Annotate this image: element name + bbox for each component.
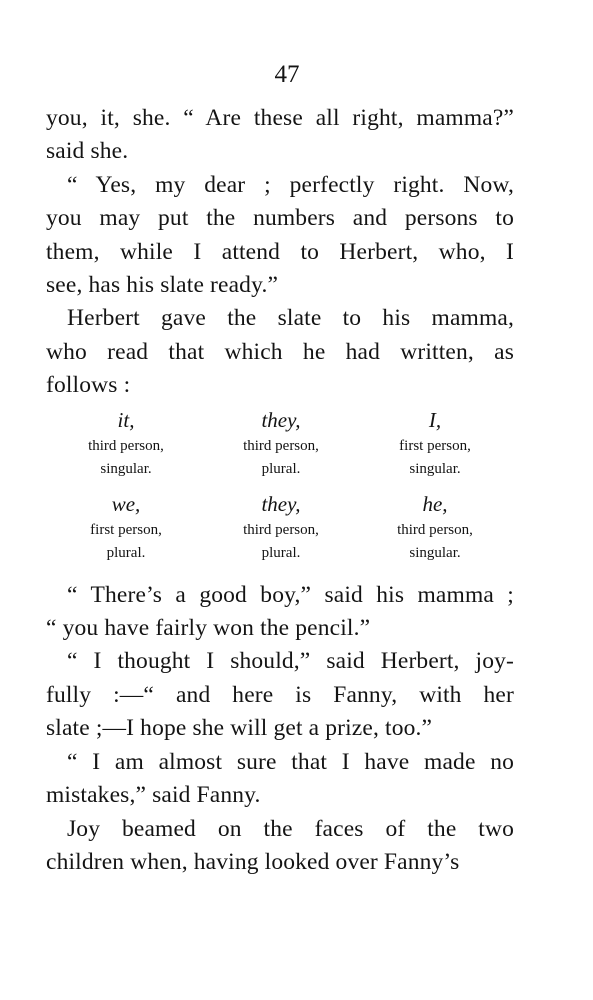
pronoun-entry xyxy=(46,405,206,481)
pronoun-pronoun: it, xyxy=(117,407,135,432)
text-line: follows : xyxy=(46,372,131,399)
text-line: “ I thought I should,” said Herbert, joy- xyxy=(67,648,514,675)
paragraph-p4 xyxy=(46,579,514,646)
paragraph-p3 xyxy=(46,302,514,402)
paragraph-p2 xyxy=(46,169,514,303)
pronoun-person: first person, xyxy=(90,521,162,538)
text-line: “ I am almost sure that I have made no xyxy=(67,748,514,775)
text-line: you, it, she. “ Are these all right, mamma?” xyxy=(46,105,514,131)
pronoun-number: singular. xyxy=(409,544,461,561)
paragraph-p6 xyxy=(46,746,514,813)
pronoun-pronoun: we, xyxy=(111,491,141,516)
paragraph-p7 xyxy=(46,813,514,880)
pronoun-entry xyxy=(206,489,356,565)
text-line: “ Yes, my dear ; perfectly right. Now, xyxy=(67,171,514,198)
book-page xyxy=(46,58,514,879)
text-line: children when, having looked over Fanny’s xyxy=(46,848,460,875)
text-line: them, while I attend to Herbert, who, I xyxy=(46,238,514,265)
pronoun-number: singular. xyxy=(409,460,461,477)
page-number: 47 xyxy=(274,61,300,88)
pronoun-entry xyxy=(356,489,514,565)
pronoun-person: first person, xyxy=(399,437,471,454)
pronoun-pronoun: I, xyxy=(428,407,442,432)
pronoun-pronoun: they, xyxy=(261,407,301,432)
pronoun-pronoun: they, xyxy=(261,491,301,516)
text-before-table xyxy=(46,102,514,403)
text-line: Herbert gave the slate to his mamma, xyxy=(67,305,514,332)
pronoun-entry xyxy=(206,405,356,481)
text-line: you may put the numbers and persons to xyxy=(46,205,514,232)
pronoun-number: plural. xyxy=(106,544,146,561)
pronoun-number: plural. xyxy=(261,544,301,561)
pronoun-person: third person, xyxy=(88,437,164,454)
text-line: who read that which he had written, as xyxy=(46,338,514,365)
pronoun-person: third person, xyxy=(243,521,319,538)
text-line: see, has his slate ready.” xyxy=(46,272,279,299)
text-line: “ you have fairly won the pencil.” xyxy=(46,615,371,642)
pronoun-number: singular. xyxy=(100,460,152,477)
text-line: mistakes,” said Fanny. xyxy=(46,782,261,809)
pronoun-entry xyxy=(356,405,514,481)
text-line: Joy beamed on the faces of the two xyxy=(67,815,514,842)
text-line: fully :—“ and here is Fanny, with her xyxy=(46,681,514,708)
text-line: slate ;—I hope she will get a prize, too.” xyxy=(46,715,433,742)
text-after-table xyxy=(46,579,514,880)
paragraph-p5 xyxy=(46,645,514,745)
text-line: “ There’s a good boy,” said his mamma ; xyxy=(67,581,514,608)
pronoun-table xyxy=(46,405,514,565)
pronoun-person: third person, xyxy=(397,521,473,538)
pronoun-entry xyxy=(46,489,206,565)
pronoun-number: plural. xyxy=(261,460,301,477)
pronoun-pronoun: he, xyxy=(422,491,448,516)
text-line: said she. xyxy=(46,138,129,165)
paragraph-p1 xyxy=(46,102,514,169)
pronoun-person: third person, xyxy=(243,437,319,454)
